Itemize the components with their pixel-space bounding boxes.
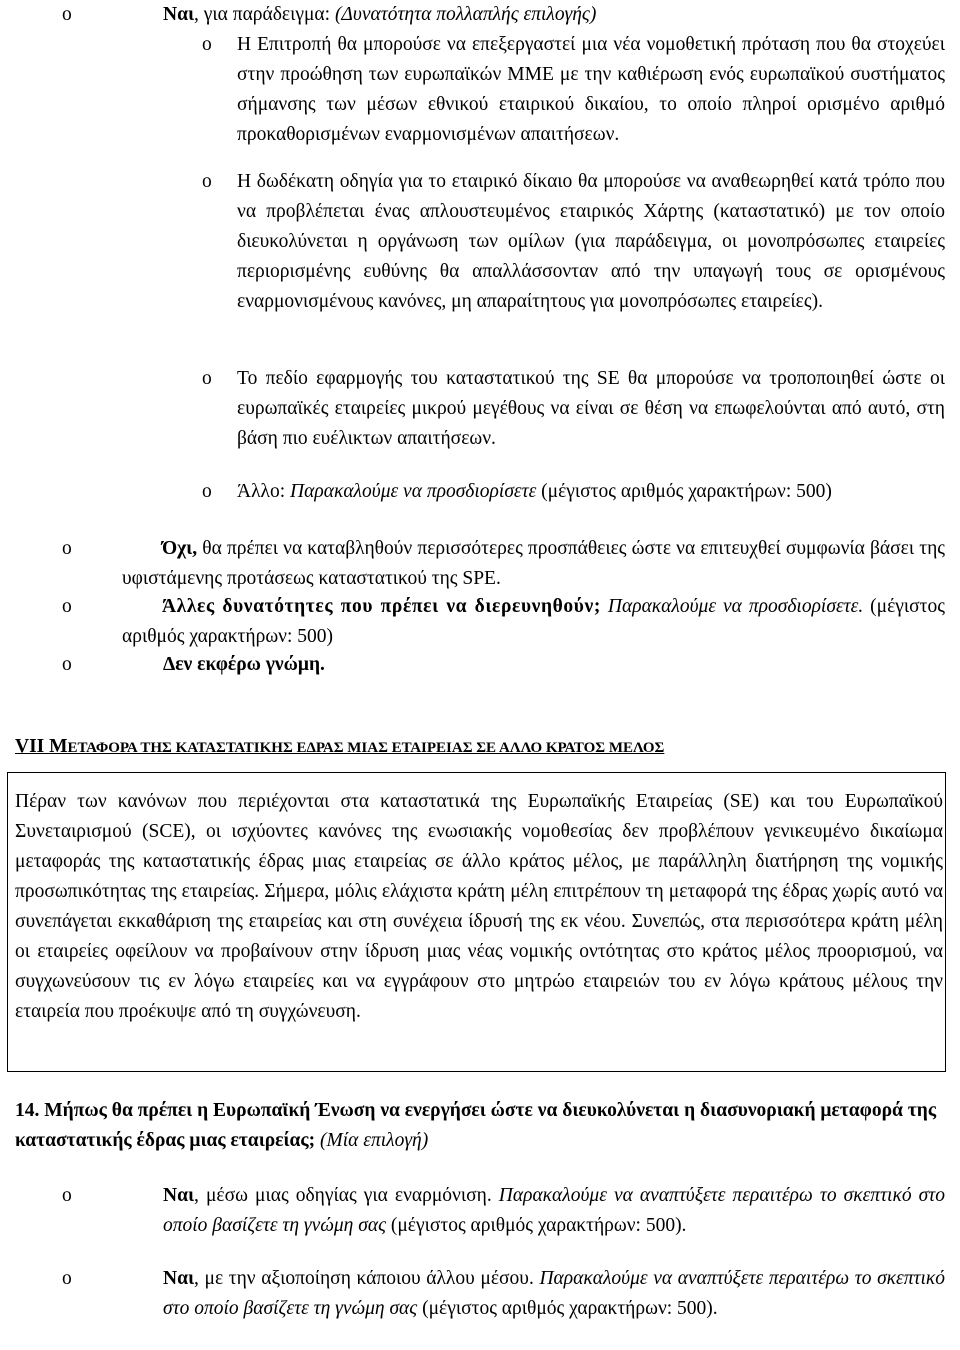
section-heading [15,732,945,763]
option-body: θα πρέπει να καταβληθούν περισσότερες προσπάθειες ώστε να επιτευχθεί συμφωνία βάσει της υφιστάμενης προτάσεως καταστατικού της SPE. [122,538,945,589]
option-hint: Παρακαλούμε να προσδιορίσετε. [600,596,864,617]
option-text [122,592,945,652]
section-title-rest: ΕΤΑΦΟΡΑ ΤΗΣ ΚΑΤΑΣΤΑΤΙΚΗΣ ΕΔΡΑΣ ΜΙΑΣ ΕΤΑΙΡΕΙΑΣ ΣΕ ΑΛΛΟ ΚΡΑΤΟΣ ΜΕΛΟΣ [67,740,665,756]
bullet-marker: o [202,34,212,55]
option-label: Άλλες δυνατότητες που πρέπει να διερευνηθούν; [162,596,601,617]
option-label: Ναι [163,1268,195,1289]
other-limit: (μέγιστος αριθμός χαρακτήρων: 500) [536,481,832,502]
other-label: Άλλο: [237,481,291,502]
bullet-marker: o [62,654,72,675]
option-label: Όχι, [162,538,198,559]
option-label: Ναι [163,1185,195,1206]
option-prefix: , για παράδειγμα: [194,4,335,25]
bullet-marker: o [62,538,72,559]
bullet-marker: o [62,596,72,617]
question-14 [15,1096,943,1156]
sub-option-3[interactable] [202,364,945,454]
box-border-right [945,772,946,1072]
section-body-text: Πέραν των κανόνων που περιέχονται στα καταστατικά της Ευρωπαϊκής Εταιρείας (SE) και του Ευρωπαϊκού Συνεταιρισμού (SCE), οι ισχύοντες κανόνες της ενωσιακής νομοθεσίας δεν προβλέπουν γενικευμένο δικαίωμα μεταφοράς της καταστατικής έδρας μιας εταιρείας σε άλλο κράτος μέλος, με παράλληλη διατήρηση της νομικής προσωπικότητας της εταιρείας. Σήμερα, μόλις ελάχιστα κράτη μέλη επιτρέπουν τη μεταφορά της έδρας χωρίς αυτό να συνεπάγεται εκκαθάριση της εταιρείας και στη συνέχεια ίδρυσή της εκ νέου. Συνεπώς, στα περισσότερα κράτη μέλη οι εταιρείες οφείλουν να προβαίνουν στην ίδρυση μιας νέας νομικής οντότητας στο κράτος μέλος προορισμού, να συγχωνεύσουν τις εν λόγω εταιρείες και να εγγράφουν στο μητρώο εταιρειών του εν λόγω κράτους μέλους την εταιρεία που προέκυψε από τη συγχώνευση. [15,791,943,1022]
box-border-left [7,772,8,1072]
bullet-marker: o [62,4,72,25]
option-limit: (μέγιστος αριθμός χαρακτήρων: 500) [122,596,945,647]
option-label: Ναι [163,4,195,25]
option-limit: (μέγιστος αριθμός χαρακτήρων: 500). [417,1298,718,1319]
sub-option-other[interactable] [202,477,945,507]
section-number: VII [15,736,50,757]
option-no[interactable] [62,534,945,594]
bullet-marker: o [202,171,212,192]
option-text [163,1264,945,1324]
sub-option-text: Η Επιτροπή θα μπορούσε να επεξεργαστεί μια νέα νομοθετική πρόταση που θα στοχεύει στην προώθηση των ευρωπαϊκών ΜΜΕ με την καθιέρωση ενός ευρωπαϊκού συστήματος σήμανσης των μέσων εθνικού εταιρικού δικαίου, το οποίο πληροί ορισμένο αριθμό προκαθορισμένων εναρμονισμένων απαιτήσεων. [237,34,945,145]
bullet-marker: o [62,1268,72,1289]
option-hint: Παρακαλούμε να αναπτύξετε περαιτέρω το σκεπτικό στο οποίο βασίζετε τη γνώμη σας [163,1185,945,1236]
option-body: , με την αξιοποίηση κάποιου άλλου μέσου. [194,1268,540,1289]
option-body: , μέσω μιας οδηγίας για εναρμόνιση. [194,1185,499,1206]
option-text [122,534,945,594]
question-title: 14. Μήπως θα πρέπει η Ευρωπαϊκή Ένωση να ενεργήσει ώστε να διευκολύνεται η διασυνοριακή μεταφορά της καταστατικής έδρας μιας εταιρείας; [15,1100,937,1151]
sub-option-text [237,477,945,507]
option-text [163,1181,945,1241]
option-label: Δεν εκφέρω γνώμη. [163,654,325,675]
other-hint: Παρακαλούμε να προσδιορίσετε [290,481,537,502]
q14-option-directive[interactable] [62,1181,945,1241]
sub-option-1[interactable] [202,30,945,150]
option-limit: (μέγιστος αριθμός χαρακτήρων: 500). [385,1215,687,1236]
option-hint: Παρακαλούμε να αναπτύξετε περαιτέρω το σκεπτικό στο οποίο βασίζετε τη γνώμη σας [163,1268,945,1319]
section-title-initial: Μ [49,736,68,757]
bullet-marker: o [202,481,212,502]
bullet-marker: o [62,1185,72,1206]
option-other-possibilities[interactable] [62,592,945,652]
sub-option-2[interactable] [202,167,945,317]
sub-option-text: Η δωδέκατη οδηγία για το εταιρικό δίκαιο θα μπορούσε να αναθεωρηθεί κατά τρόπο που να προβλέπεται ένας απλουστευμένος εταιρικός Χάρτης (καταστατικό) με τον οποίο διευκολύνεται η οργάνωση των ομίλων (για παράδειγμα, οι μονοπρόσωπες εταιρείες περιορισμένης ευθύνης θα απαλλάσσονταν από την υπαγωγή τους σε ορισμένους εναρμονισμένους κανόνες, μη απαραίτητους για μονοπρόσωπες εταιρείες). [237,171,945,312]
sub-option-text: Το πεδίο εφαρμογής του καταστατικού της SE θα μπορούσε να τροποποιηθεί ώστε οι ευρωπαϊκές εταιρείες μικρού μεγέθους να είναι σε θέση να επωφελούνται από αυτό, στη βάση πιο ευέλικτων απαιτήσεων. [237,368,945,449]
question-hint: (Μία επιλογή) [315,1130,429,1151]
bullet-marker: o [202,368,212,389]
q14-option-other-instrument[interactable] [62,1264,945,1324]
option-hint: (Δυνατότητα πολλαπλής επιλογής) [334,4,597,25]
